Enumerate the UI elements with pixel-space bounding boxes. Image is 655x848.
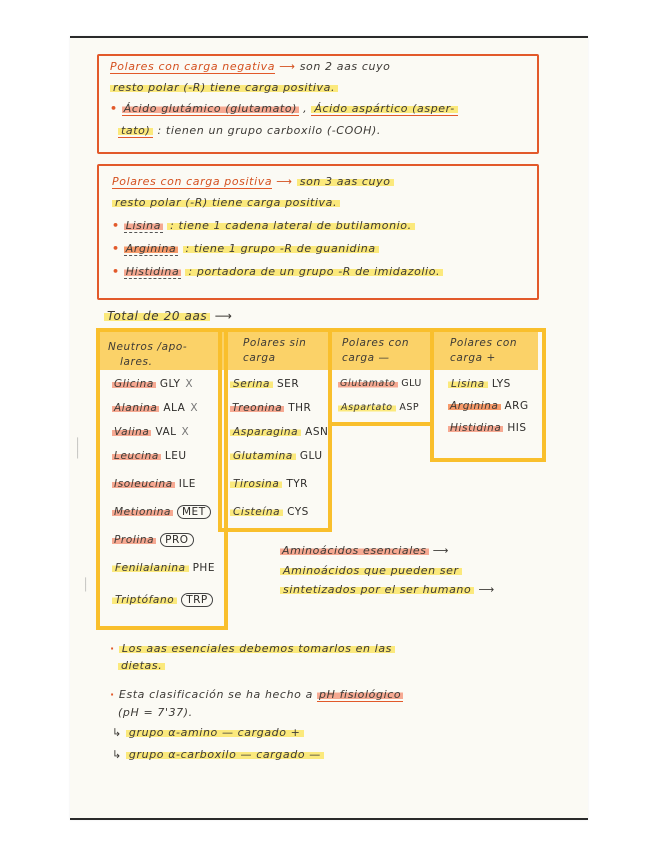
box2-item-histidina: • Histidina : portadora de un grupo -R de imidazolio. bbox=[112, 265, 443, 278]
note-amino: ↳ grupo α-amino — cargado + bbox=[112, 726, 304, 739]
side-scribble-2: │ │ bbox=[84, 578, 88, 592]
box1-title-line: Polares con carga negativa ⟶ son 2 aas cuyo bbox=[110, 60, 391, 73]
note-esenciales: · Los aas esenciales debemos tomarlos en las bbox=[110, 642, 395, 655]
header-polares-carga-neg: Polares con carga — bbox=[342, 337, 410, 364]
box1-bullet-cont: tato) : tienen un grupo carboxilo (-COOH). bbox=[118, 124, 381, 137]
box2-title: Polares con carga positiva bbox=[112, 175, 273, 188]
note-esenciales-cont: dietas. bbox=[118, 659, 165, 672]
note-clasificacion: · Esta clasificación se ha hecho a pH fisiológico bbox=[110, 688, 402, 701]
note-ph: (pH = 7'37). bbox=[118, 706, 193, 719]
header-polares-carga-pos: Polares con carga + bbox=[450, 337, 518, 364]
box2-line2: resto polar (-R) tiene carga positiva. bbox=[112, 196, 340, 209]
legend-sintetizables-1: Aminoácidos que pueden ser bbox=[280, 564, 462, 577]
header-neutros: Neutros /apo- lares. bbox=[108, 341, 188, 368]
aa-glicina: Glicina GLY X bbox=[114, 378, 194, 390]
box1-title-tail: son 2 aas cuyo bbox=[299, 60, 391, 73]
aa-asparagina: Asparagina ASN bbox=[230, 426, 328, 438]
aa-glutamato: Glutamato GLU bbox=[340, 378, 422, 389]
box2-item-arginina: • Arginina : tiene 1 grupo -R de guanidina bbox=[112, 242, 379, 255]
acido-aspartico: Ácido aspártico (asper- bbox=[311, 102, 457, 116]
note-carboxilo: ↳ grupo α-carboxilo — cargado — bbox=[112, 748, 324, 761]
aa-lisina: Lisina LYS bbox=[448, 378, 511, 390]
legend-esenciales: Aminoácidos esenciales ⟶ bbox=[282, 544, 450, 557]
aa-treonina: Treonina THR bbox=[232, 402, 312, 414]
aa-tirosina: Tirosina TYR bbox=[230, 478, 308, 490]
side-scribble-1: │ │ │ bbox=[76, 438, 80, 459]
aa-valina: Valina VAL X bbox=[114, 426, 190, 438]
box2-title-line: Polares con carga positiva ⟶ son 3 aas cuyo bbox=[112, 175, 394, 188]
aa-metionina: Metionina MET bbox=[112, 506, 211, 518]
box2-title-tail: son 3 aas cuyo bbox=[297, 175, 394, 188]
aa-fenilalanina: Fenilalanina PHE bbox=[112, 562, 215, 574]
aa-prolina: Prolina PRO bbox=[112, 534, 194, 546]
aa-arginina: Arginina ARG bbox=[450, 400, 529, 412]
box1-line2: resto polar (-R) tiene carga positiva. bbox=[110, 81, 338, 94]
aa-histidina: Histidina HIS bbox=[450, 422, 527, 434]
total-label: Total de 20 aas ⟶ bbox=[104, 309, 233, 323]
notebook-page bbox=[70, 36, 588, 820]
aa-serina: Serina SER bbox=[230, 378, 299, 390]
aa-triptofano: Triptófano TRP bbox=[112, 594, 213, 606]
aa-isoleucina: Isoleucina ILE bbox=[114, 478, 196, 490]
box1-bullet-line: • Ácido glutámico (glutamato) , Ácido aspártico (asper- bbox=[110, 102, 458, 115]
aa-aspartato: Aspartato ASP bbox=[338, 402, 419, 413]
header-polares-sin-carga: Polares sin carga bbox=[243, 337, 307, 364]
aa-alanina: Alanina ALA X bbox=[114, 402, 199, 414]
aa-cisteina: Cisteína CYS bbox=[230, 506, 309, 518]
legend-sintetizables-2: sintetizados por el ser humano ⟶ bbox=[280, 583, 495, 596]
acido-glutamico: Ácido glutámico (glutamato) bbox=[123, 102, 298, 115]
aa-glutamina: Glutamina GLU bbox=[230, 450, 323, 462]
aa-leucina: Leucina LEU bbox=[114, 450, 187, 462]
box2-item-lisina: • Lisina : tiene 1 cadena lateral de butilamonio. bbox=[112, 219, 415, 232]
box1-title: Polares con carga negativa bbox=[110, 60, 276, 73]
